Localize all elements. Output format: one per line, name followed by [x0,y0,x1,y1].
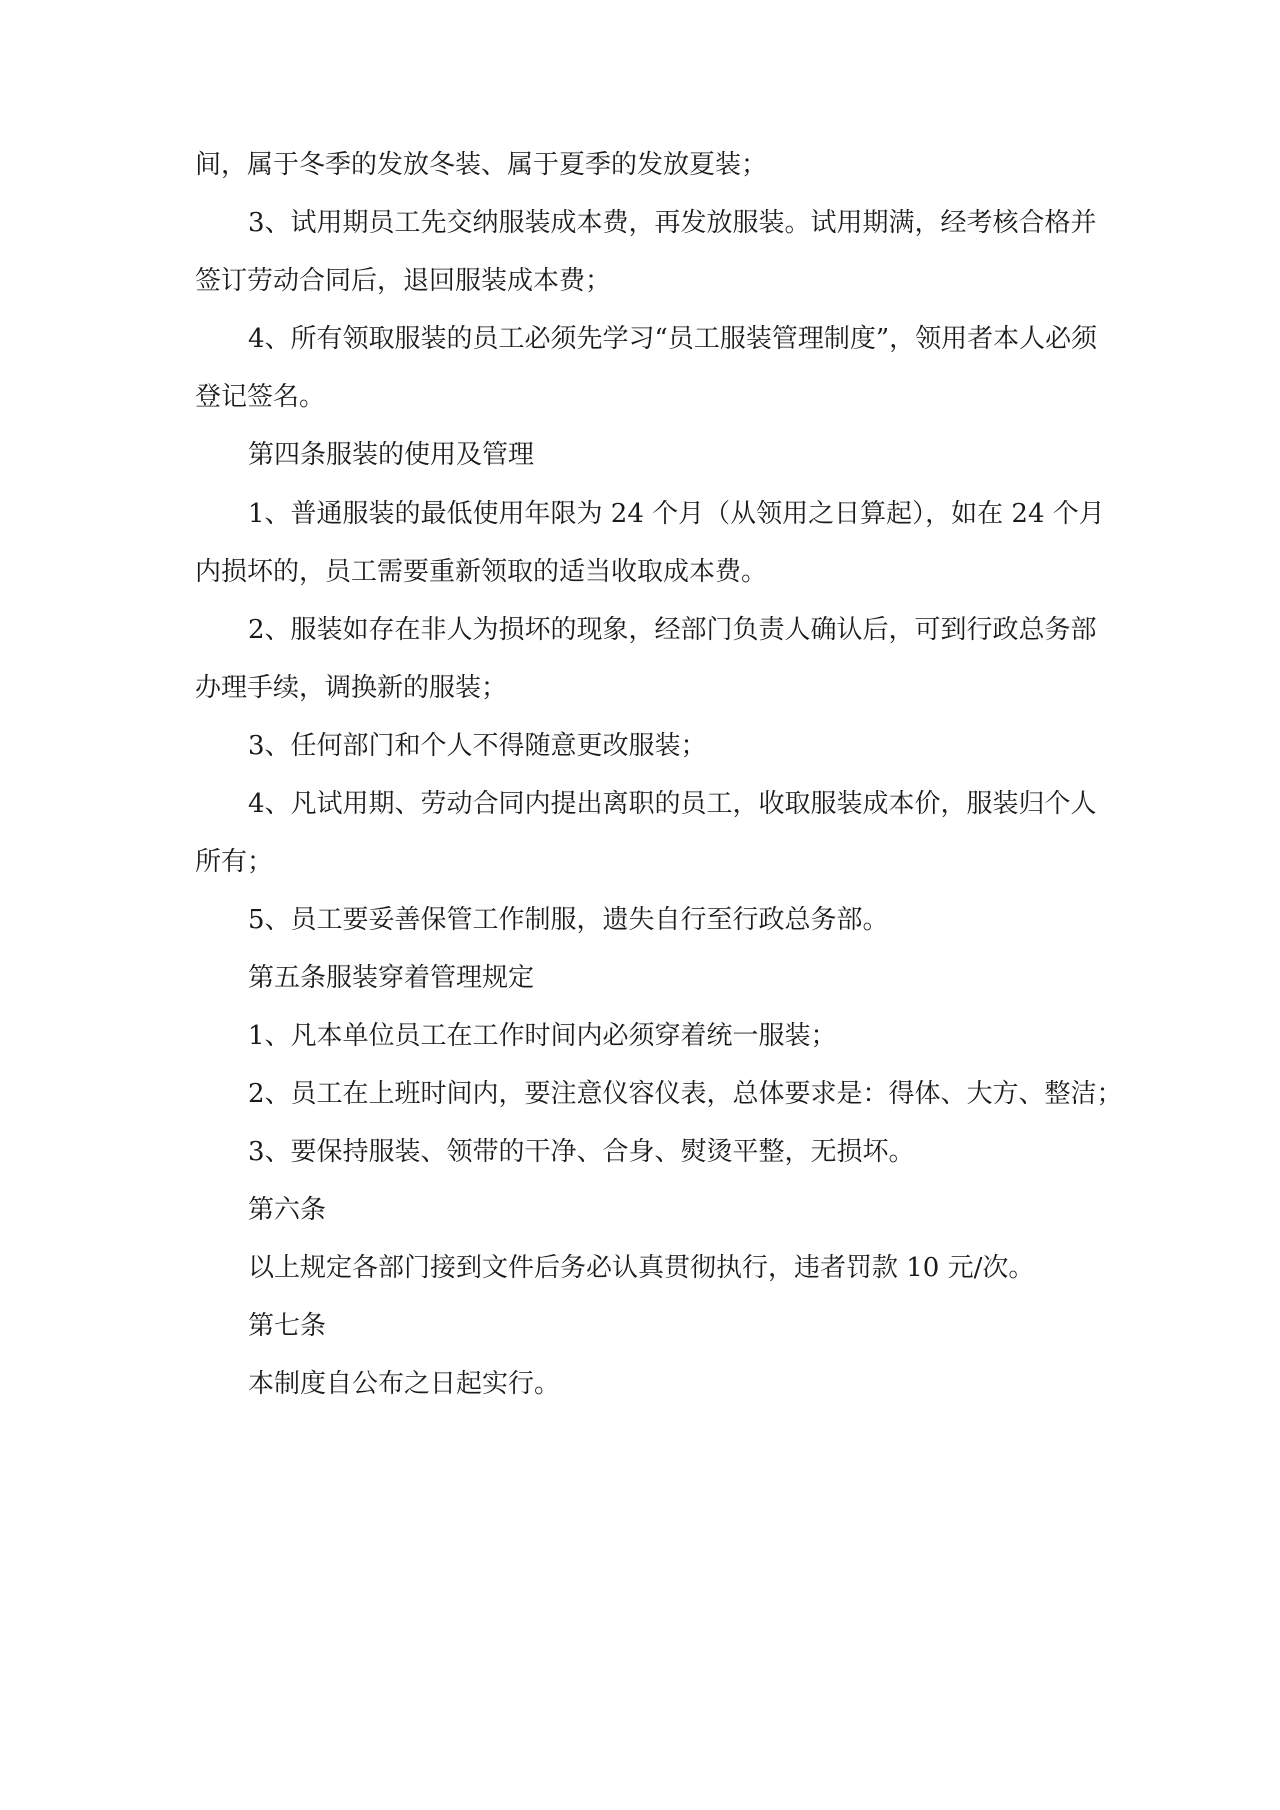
text-line: 3、要保持服装、领带的干净、合身、熨烫平整，无损坏。 [248,1137,915,1167]
text-line: 2、服装如存在非人为损坏的现象，经部门负责人确认后，可到行政总务部 [248,615,1097,645]
text-line: 3、任何部门和个人不得随意更改服装； [248,731,707,761]
text-line: 间，属于冬季的发放冬装、属于夏季的发放夏装； [195,150,768,180]
text-line: 以上规定各部门接到文件后务必认真贯彻执行，违者罚款 10 元/次。 [248,1253,1035,1283]
text-line: 4、所有领取服装的员工必须先学习“员工服装管理制度”，领用者本人必须 [248,324,1098,354]
text-line: 1、凡本单位员工在工作时间内必须穿着统一服装； [248,1021,837,1051]
text-line: 内损坏的，员工需要重新领取的适当收取成本费。 [195,557,768,587]
text-line: 5、员工要妥善保管工作制服，遗失自行至行政总务部。 [248,905,889,935]
text-line: 登记签名。 [195,382,326,412]
text-line: 1、普通服装的最低使用年限为 24 个月（从领用之日算起），如在 24 个月 [248,499,1105,529]
section-heading: 第六条 [248,1195,327,1225]
section-heading: 第四条服装的使用及管理 [248,440,535,470]
section-heading: 第七条 [248,1311,327,1341]
text-line: 所有； [195,847,274,877]
text-line: 办理手续，调换新的服装； [195,673,508,703]
text-line: 4、凡试用期、劳动合同内提出离职的员工，收取服装成本价，服装归个人 [248,789,1097,819]
text-line: 3、试用期员工先交纳服装成本费，再发放服装。试用期满，经考核合格并 [248,208,1097,238]
text-line: 本制度自公布之日起实行。 [248,1369,561,1399]
section-heading: 第五条服装穿着管理规定 [248,963,535,993]
text-line: 2、员工在上班时间内，要注意仪容仪表，总体要求是：得体、大方、整洁； [248,1079,1123,1109]
text-line: 签订劳动合同后，退回服装成本费； [195,266,612,296]
